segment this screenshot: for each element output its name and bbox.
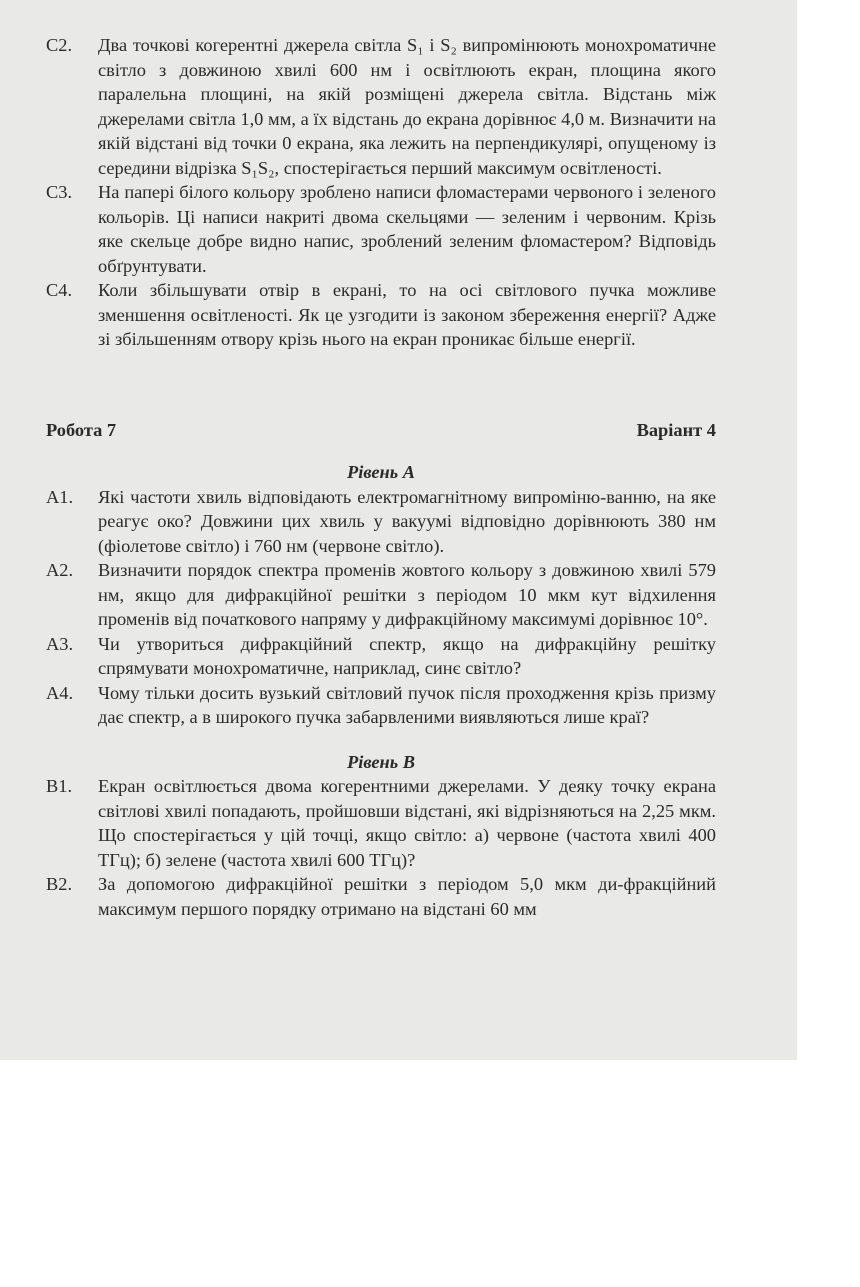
- problem-text: Екран освітлюється двома когерентними джерелами. У деяку точку екрана світлові хвилі попадають, пройшовши відстані, які відрізняються на 2,25 мкм. Що спостерігається у цій точці, якщо світло: а) червоне (частота хвилі 400 ТГц); б) зелене (частота хвилі 600 ТГц)?: [98, 776, 716, 870]
- section-gap: [46, 352, 716, 402]
- problem-a2: [46, 558, 716, 632]
- problem-number: A4.: [46, 682, 74, 703]
- problem-a1: [46, 485, 716, 559]
- level-a-title: Рівень А: [347, 462, 415, 482]
- problem-number: C2.: [46, 35, 73, 55]
- problem-b1: [46, 774, 716, 872]
- problem-text: Коли збільшувати отвір в екрані, то на осі світлового пучка можливе зменшення освітленості. Як це узгодити із законом збереження енергії? Адже зі збільшенням отвору крізь нього на екран проникає більше енергії.: [98, 280, 716, 349]
- problem-text: За допомогою дифракційної решітки з періодом 5,0 мкм ди-фракційний максимум першого порядку отримано на відстані 60 мм: [98, 874, 716, 919]
- variant-title: Варіант 4: [636, 419, 716, 440]
- problem-number: B2.: [46, 874, 73, 894]
- problem-number: B1.: [46, 776, 73, 796]
- problem-c4: [46, 278, 716, 352]
- problem-text: Чому тільки досить вузький світловий пучок після проходження крізь призму дає спектр, а в широкого пучка забарвленими виявляються лише краї?: [98, 682, 716, 727]
- problem-text: Чи утвориться дифракційний спектр, якщо на дифракційну решітку спрямувати монохроматичне, наприклад, синє світло?: [98, 633, 716, 678]
- problem-number: A1.: [46, 486, 74, 507]
- problem-text: Два точкові когерентні джерела світла S₁ і S₂ випромінюють монохроматичне світло з довжиною хвилі 600 нм і освітлюють екран, площина якого паралельна площині, на якій розміщені джерела світла. Відстань між джерелами світла 1,0 мм, а їх відстань до екрана дорівнює 4,0 м. Визначити на якій відстані від точки 0 екрана, яка лежить на перпендикулярі, опущеному із середини відрізка S₁S₂, спостерігається перший максимум освітленості.: [98, 35, 716, 178]
- problem-number: A2.: [46, 560, 74, 580]
- problem-c2: [46, 33, 716, 180]
- problem-number: C3.: [46, 182, 73, 202]
- problem-text: Які частоти хвиль відповідають електромагнітному випроміню-ванню, на яке реагує око? Довжини цих хвиль у вакуумі відповідно дорівнюють 380 нм (фіолетове світло) і 760 нм (червоне світло).: [98, 486, 716, 556]
- problem-b2: [46, 872, 716, 921]
- problem-a3: [46, 632, 716, 681]
- level-b-title: Рівень В: [347, 751, 415, 772]
- work-title: Робота 7: [46, 419, 117, 440]
- problem-text: Визначити порядок спектра променів жовтого кольору з довжиною хвилі 579 нм, якщо для дифракційної решітки з періодом 10 мкм кут відхилення променів від початкового напряму у дифракційному максимумі дорівнює 10°.: [98, 560, 716, 629]
- problem-a4: [46, 681, 716, 730]
- work-header: [46, 418, 716, 443]
- page-content: [46, 33, 716, 921]
- problem-text: На папері білого кольору зроблено написи фломастерами червоного і зеленого кольорів. Ці написи накриті двома скельцями — зеленим і червоним. Крізь яке скельце добре видно напис, зроблений зеленим фломастером? Відповідь обґрунтувати.: [98, 182, 716, 276]
- problem-c3: [46, 180, 716, 278]
- problem-number: A3.: [46, 633, 74, 654]
- problem-number: C4.: [46, 280, 73, 300]
